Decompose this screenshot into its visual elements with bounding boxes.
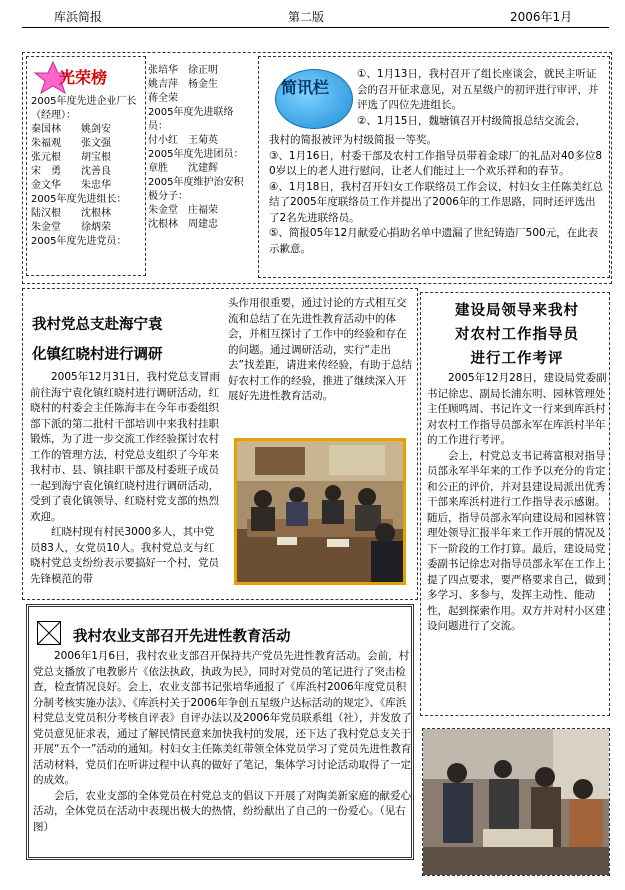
meeting-photo-image: [237, 441, 403, 582]
bureau-para-1: 2005年12月28日，建设局党委副书记徐忠、副局长浦东明、园林管理处主任顾鸣周、书记许文一行来到库浜村对农村工作指导员部永军在库浜村半年的工作进行考评。: [427, 372, 607, 446]
agri-para-1: 2006年1月6日，我村农业支部召开保持共产党员先进性教育活动。会前，村党总支播放了电教影片《依法执政，执政为民》，同时对党员的笔记进行了突击检查，检查情况良好。会上，农业支部书记张培华通报了《库浜村2006年度党员积分制考核实施办法》、《库浜村关于2006年争创五星级户达标活动的规定》、《库浜村党总支党员积分考核自评表》自评办法以及2006年党员联系组（社），并发放了党员意见征求表，通过了解民情民意来加快我村的发展，还下达了我村党总支关于开展“五个一”活动的通知。村妇女主任陈美红带领全体党员学习了党员先进性教育活动材料，党员们在听讲过程中认真的做好了笔记，集体学习讨论活动取得了一定的成效。: [33, 650, 412, 786]
paper-name: 库浜简报: [54, 10, 103, 24]
page-header: [22, 6, 609, 28]
bureau-body: [427, 371, 607, 635]
meeting-photo: [234, 438, 406, 585]
news-brief: [258, 56, 610, 278]
honour-title-block: [31, 61, 141, 91]
honour-line: 金文华 朱忠华: [31, 180, 111, 191]
honour-line: 蒋全荣: [148, 93, 178, 104]
honour-line: 2005年度先进组长：: [31, 194, 127, 205]
honour-title: 光荣榜: [59, 68, 108, 87]
honour-col2: [148, 64, 253, 274]
honour-line: 秦国林 姚剑安: [31, 124, 111, 135]
honour-list: [26, 56, 146, 276]
honour-line: 2005年度先进联络员：: [148, 107, 234, 132]
visit-article: [26, 292, 222, 592]
honour-line: 付小红 王菊英: [148, 135, 218, 146]
visit-title: [32, 310, 218, 370]
visit-title-line1: 我村党总支赴海宁袁: [32, 316, 163, 333]
honour-line: 2005年度维护治安积极分子：: [148, 177, 244, 202]
bureau-article: [420, 292, 610, 716]
honour-line: 张培华 徐正明: [148, 65, 218, 76]
bureau-title-line1: 建设局领导来我村: [455, 302, 579, 319]
visit-para-2: 红晓村现有村民3000多人，其中党员83人，女党员10人。我村党总支与红晓村党总支纷纷表示要搞好一个村，党员先锋模范的带: [30, 526, 219, 585]
honour-line: 2005年度先进党员：: [31, 236, 127, 247]
honour-line: 朱金堂 庄福荣: [148, 205, 218, 216]
honour-line: 2005年度先进团员：: [148, 149, 244, 160]
brief-item-1: ①、1月13日，我村召开了组长座谈会，就民主听证会的召开征求意见，对五星级户的初评进行审评，并评选了四位先进组长。: [357, 68, 599, 111]
brief-item-2b: 我村的简报被评为村级简报一等奖。: [269, 134, 437, 146]
brief-item-5: ⑤、简报05年12月献爱心捐助名单中遗漏了世纪铸造厂500元，在此表示歉意。: [269, 227, 599, 255]
honour-col1: [31, 95, 145, 249]
honour-line: 朱福观 张文强: [31, 138, 111, 149]
brief-item-3: ③、1月16日，村委干部及农村工作指导员带着金球厂的礼品对40多位80岁以上的老人进行慰问，让老人们能过上一个欢乐祥和的春节。: [269, 149, 602, 177]
agri-para-2: 会后，农业支部的全体党员在村党总支的倡议下开展了对陶美新家庭的献爱心活动，全体党员在活动中表现出极大的热情，纷纷献出了自己的一份爱心。（见右图）: [33, 789, 411, 833]
honour-line: 沈根林 周建忠: [148, 219, 218, 230]
honour-line: 朱金堂 徐炳荣: [31, 222, 111, 233]
checkbox-cross-icon: [37, 621, 61, 645]
honour-line: 章胜 沈建辉: [148, 163, 218, 174]
bureau-para-2: 会上，村党总支书记蒋富根对指导员部永军半年来的工作予以充分的肯定和公正的评价，并对县建设局派出优秀干部来库浜村进行工作指导表示感谢。随后，指导员部永军向建设局和园林管理处领导汇报半年来工作开展的情况及下一阶段的工作打算。最后，建设局党委副书记徐忠对指导员部永军在工作上提了四点要求，要严格要求自己，做到多学习、多参与，发挥主动性、能动性，起到探索作用。双方并对村小区建设问题进行了交流。: [427, 449, 606, 632]
brief-top-text: [357, 67, 603, 129]
honour-line: 陆汉根 沈根林: [31, 208, 111, 219]
visit-title-line2: 化镇红晓村进行调研: [32, 346, 163, 363]
edition-label: 第二版: [288, 10, 325, 24]
donation-photo: [422, 728, 610, 876]
honour-line: 宋 勇 沈善良: [31, 166, 111, 177]
honour-line: 张元根 胡宝根: [31, 152, 111, 163]
brief-item-4: ④、1月18日，我村召开妇女工作联络员工作会议，村妇女主任陈美红总结了2005年度联络员工作并提出了2006年的工作思路，同时还评选出了2名先进联络员。: [269, 180, 603, 224]
bureau-title: [429, 299, 605, 371]
visit-body: [30, 370, 220, 587]
honour-line: 2005年度先进企业厂长（经理）：: [31, 96, 137, 121]
agri-body: [33, 649, 413, 835]
bureau-title-line3: 进行工作考评: [470, 350, 564, 367]
honour-line: 姚吉萍 杨金生: [148, 79, 218, 90]
visit-para-1: 2005年12月31日，我村党总支冒雨前往海宁袁化镇红晓村进行调研活动，红晓村的村委会主任陈海丰在今年市委组织部下派的第二批村干部培训中来我村挂职锻炼，为了进一步交流工作经验探讨农村工作的管理方法，村党总支组织了今年来我村市、县、镇挂职干部及村委班子成员一起到海宁袁化镇红晓村进行调研活动，受到了袁化镇领导、红晓村党支部的热烈欢迎。: [30, 371, 220, 523]
bureau-title-line2: 对农村工作指导员: [455, 326, 579, 343]
brief-badge-label: 简讯栏: [281, 78, 330, 97]
brief-item-2a: ②、1月15日，魏塘镇召开村级简报总结交流会，: [357, 114, 586, 127]
agri-article: [26, 604, 414, 860]
visit-continued: [222, 292, 418, 437]
agri-title: 我村农业支部召开先进性教育活动: [73, 628, 291, 645]
donation-photo-image: [423, 729, 609, 875]
visit-para-3: 头作用很重要，通过讨论的方式相互交流和总结了在先进性教育活动中的体会，并相互探讨了工作中的经验和存在的问题。通过调研活动，实行“走出去”找差距，请进来传经验，有助于总结好农村工作的经验，推进了继续深入开展好先进性教育活动。: [228, 297, 412, 402]
issue-date: 2006年1月: [510, 10, 573, 24]
brief-bottom-text: [269, 133, 605, 257]
